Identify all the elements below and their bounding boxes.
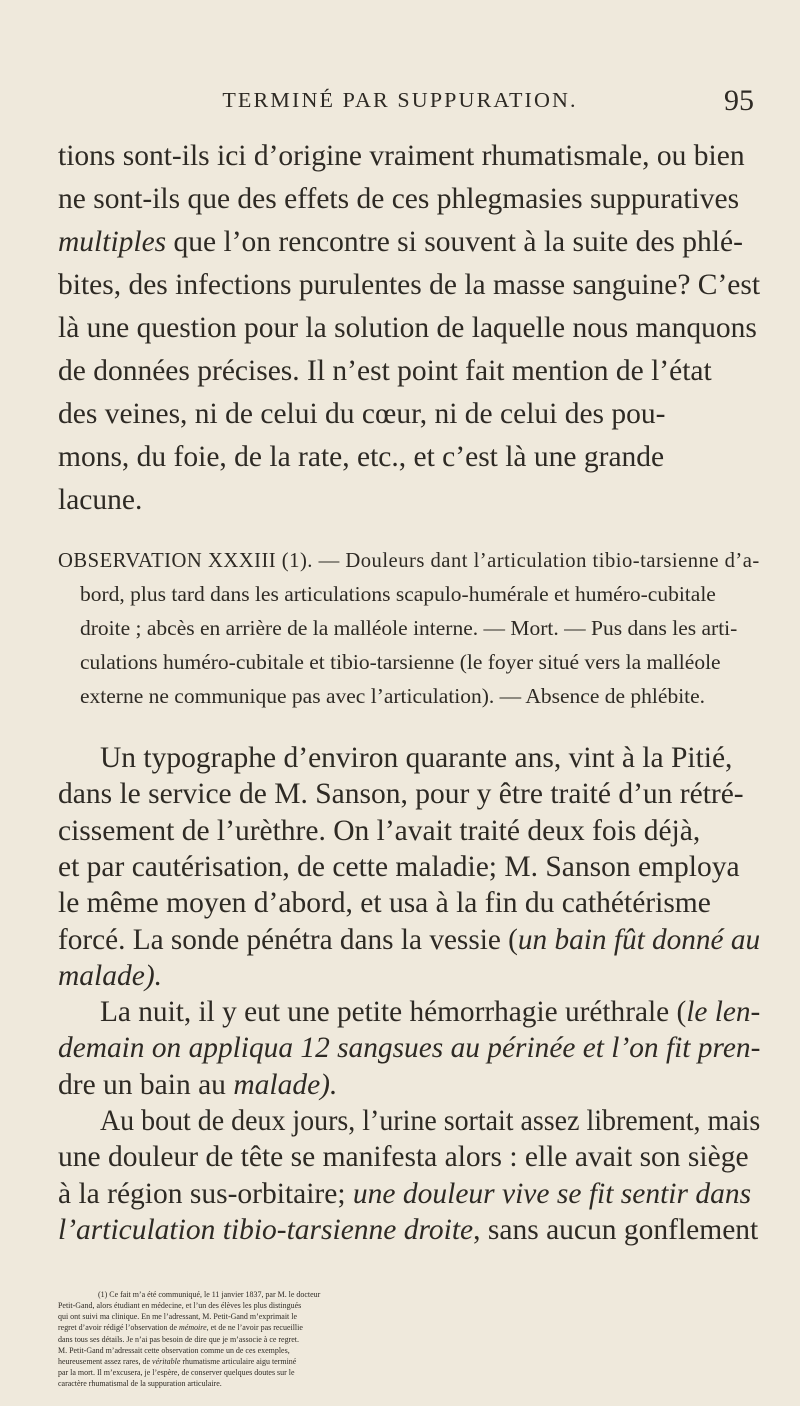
- text-line: Un typographe d’environ quarante ans, vint à la Pitié,: [100, 742, 733, 774]
- text-line: La nuit, il y eut une petite hémorrhagie uréthrale (le len-: [100, 996, 761, 1029]
- footnote-line: heureusement assez rares, de véritable rhumatisme articulaire aigu terminé: [58, 1356, 297, 1366]
- text-line: des veines, ni de celui du cœur, ni de celui des pou-: [58, 398, 666, 430]
- text-line: l’articulation tibio-tarsienne droite, sans aucun gonflement: [58, 1213, 759, 1246]
- text-line: droite ; abcès en arrière de la malléole interne. — Mort. — Pus dans les arti-: [80, 616, 738, 640]
- text-line: à la région sus-orbitaire; une douleur vive se fit sentir dans: [58, 1177, 752, 1210]
- footnote-line: M. Petit-Gand m’adressait cette observation comme un de ces exemples,: [58, 1345, 290, 1355]
- text-line: externe ne communique pas avec l’articulation). — Absence de phlébite.: [80, 684, 706, 708]
- text-line: là une question pour la solution de laquelle nous manquons: [58, 312, 757, 344]
- text-line: mons, du foie, de la rate, etc., et c’est là une grande: [58, 441, 665, 473]
- text-line: OBSERVATION XXXIII (1). — Douleurs dant l’articulation tibio-tarsienne d’a-: [58, 548, 760, 572]
- text-line: demain on appliqua 12 sangsues au périnée et l’on fit pren-: [58, 1032, 761, 1065]
- text-line: multiples que l’on rencontre si souvent à la suite des phlé-: [58, 226, 743, 258]
- footnote-line: Petit-Gand, alors étudiant en médecine, et l’un des élèves les plus distingués: [58, 1301, 302, 1311]
- text-line: lacune.: [58, 484, 143, 516]
- footnote-line: dans tous ses détails. Je n’ai pas besoin de dire que je m’associe à ce regret.: [58, 1334, 299, 1344]
- text-line: dans le service de M. Sanson, pour y être traité d’un rétré-: [58, 778, 744, 811]
- text-line: malade).: [58, 959, 163, 992]
- page-header: [0, 84, 800, 120]
- text-line: une douleur de tête se manifesta alors : elle avait son siège: [58, 1141, 749, 1174]
- footnote-line: qui ont suivi ma clinique. En me l’adressant, M. Petit-Gand m’exprimait le: [58, 1312, 298, 1322]
- text-line: ne sont-ils que des effets de ces phlegmasies suppuratives: [58, 183, 740, 215]
- text-line: le même moyen d’abord, et usa à la fin du cathétérisme: [58, 887, 711, 920]
- page-number: 95: [724, 84, 754, 117]
- footnote-line: (1) Ce fait m’a été communiqué, le 11 janvier 1837, par M. le docteur: [98, 1290, 321, 1300]
- footnote-line: caractère rhumatismal de la suppuration articulaire.: [58, 1378, 222, 1388]
- text-line: bord, plus tard dans les articulations scapulo-humérale et huméro-cubitale: [80, 582, 716, 606]
- text-line: forcé. La sonde pénétra dans la vessie (un bain fût donné au: [58, 923, 761, 956]
- text-line: et par cautérisation, de cette maladie; M. Sanson employa: [58, 850, 740, 883]
- text-line: bites, des infections purulentes de la masse sanguine? C’est: [58, 269, 761, 301]
- text-line: de données précises. Il n’est point fait mention de l’état: [58, 355, 712, 387]
- text-line: Au bout de deux jours, l’urine sortait assez librement, mais: [100, 1105, 761, 1137]
- text-line: cissement de l’urèthre. On l’avait traité deux fois déjà,: [58, 814, 701, 847]
- footnote-line: par la mort. Il m’excusera, je l’espère, de conserver quelques doutes sur le: [58, 1367, 295, 1377]
- text-line: culations huméro-cubitale et tibio-tarsienne (le foyer situé vers la malléole: [80, 650, 721, 674]
- text-line: dre un bain au malade).: [58, 1068, 338, 1101]
- footnote-line: regret d’avoir rédigé l’observation de mémoire, et de ne l’avoir pas recueillie: [58, 1323, 303, 1333]
- running-title: TERMINÉ PAR SUPPURATION.: [222, 88, 578, 112]
- text-line: tions sont-ils ici d’origine vraiment rhumatismale, ou bien: [58, 140, 745, 172]
